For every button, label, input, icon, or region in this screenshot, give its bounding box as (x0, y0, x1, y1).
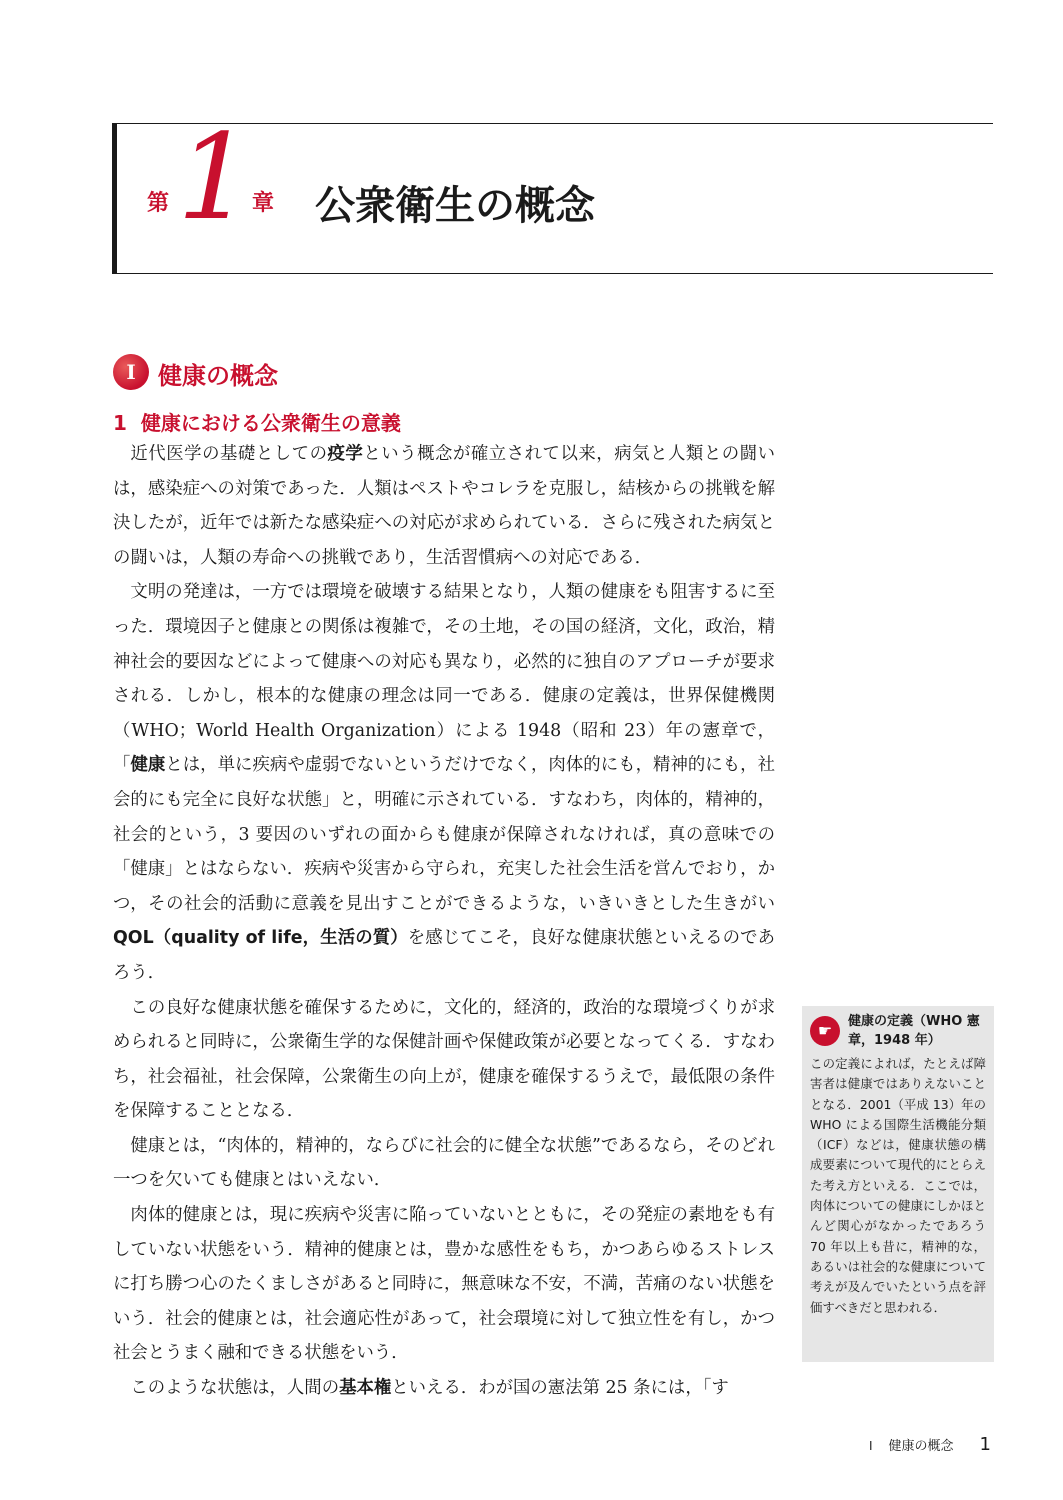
pointing-hand-icon: ☛ (810, 1016, 840, 1046)
body-text (113, 437, 775, 1406)
key-term: 健康 (130, 755, 166, 776)
key-term: QOL（quality of life，生活の質） (113, 928, 408, 949)
key-term: 疫学 (327, 444, 364, 464)
section-title: 健康の概念 (158, 362, 278, 390)
paragraph: 文明の発達は，一方では環境を破壊する結果となり，人類の健康をも阻害するに至った．環境因子と健康との関係は複雑で，その土地，その国の経済，文化，政治，精神社会的要因などによって健康への対応も異なり，必然的に独自のアプローチが要求される．しかし，根本的な健康の理念は同一である．健康の定義は，世界保健機関（WHO；World Health Organization）による 1948（昭和 23）年の憲章で，「健康とは，単に疾病や虚弱でないというだけでなく，肉体的にも，精神的にも，社会的にも完全に良好な状態」と，明確に示されている．すなわち，肉体的，精神的，社会的という，3 要因のいずれの面からも健康が保障されなければ，真の意味での「健康」とはならない．疾病や災害から守られ，充実した社会生活を営んでおり，かつ，その社会的活動に意義を見出すことができるような，いきいきとした生きがい QOL（quality of life，生活の質）を感じてこそ，良好な健康状態といえるのであろう． (113, 582, 775, 983)
subsection-number: 1 (113, 411, 127, 435)
paragraph: このような状態は，人間の基本権といえる．わが国の憲法第 25 条には，「す (130, 1378, 729, 1399)
page-footer (869, 1434, 991, 1455)
chapter-header (112, 108, 993, 274)
chapter-suffix: 章 (252, 191, 275, 216)
paragraph: この良好な健康状態を確保するために，文化的，経済的，政治的な環境づくりが求められると同時に，公衆衛生学的な保健計画や保健政策が必要となってくる．すなわち，社会福祉，社会保障，公衆衛生の向上が，健康を確保するうえで，最低限の条件を保障することとなる． (113, 997, 775, 1122)
chapter-number: 1 (177, 108, 253, 246)
paragraph: 肉体的健康とは，現に疾病や災害に陥っていないとともに，その発症の素地をも有していない状態をいう．精神的健康とは，豊かな感性をもち，かつあらゆるストレスに打ち勝つ心のたくましさがあると同時に，無意味な不安，不満，苦痛のない状態をいう．社会的健康とは，社会適応性があって，社会環境に対して独立性を有し，かつ社会とうまく融和できる状態をいう． (113, 1205, 775, 1364)
page-number: 1 (979, 1434, 991, 1455)
sidenote-title: 健康の定義（WHO 憲章，1948 年） (848, 1014, 980, 1048)
key-term: 基本権 (339, 1378, 392, 1399)
subsection-title: 健康における公衆衛生の意義 (140, 411, 401, 435)
chapter-title: 公衆衛生の概念 (315, 183, 595, 229)
paragraph: 健康とは，“肉体的，精神的，ならびに社会的に健全な状態”であるなら，そのどれ一つを欠いても健康とはいえない． (113, 1135, 775, 1191)
section-badge: I (113, 354, 149, 390)
sidenote-text: この定義によれば，たとえば障害者は健康ではありえないこととなる．2001（平成 13）年の WHO による国際生活機能分類（ICF）などは，健康状態の構成要素について現代的にとらえた考え方といえる．ここでは，肉体についての健康にしかほとんど関心がなかったであろう 70 年以上も昔に，精神的な，あるいは社会的な健康について考えが及んでいたという点を評価すべきだと思われる． (810, 1056, 986, 1315)
sidenote-header (810, 1012, 986, 1052)
subsection-heading (113, 407, 401, 436)
footer-section-title: 健康の概念 (888, 1439, 954, 1454)
sidenote (802, 1006, 994, 1362)
footer-section-number: I (868, 1439, 873, 1453)
chapter-prefix: 第 (147, 191, 170, 216)
paragraph: 近代医学の基礎としての疫学という概念が確立されて以来，病気と人類との闘いは，感染症への対策であった．人類はペストやコレラを克服し，結核からの挑戦を解決したが，近年では新たな感染症への対応が求められている．さらに残された病気との闘いは，人類の寿命への挑戦であり，生活習慣病への対応である． (113, 444, 775, 568)
